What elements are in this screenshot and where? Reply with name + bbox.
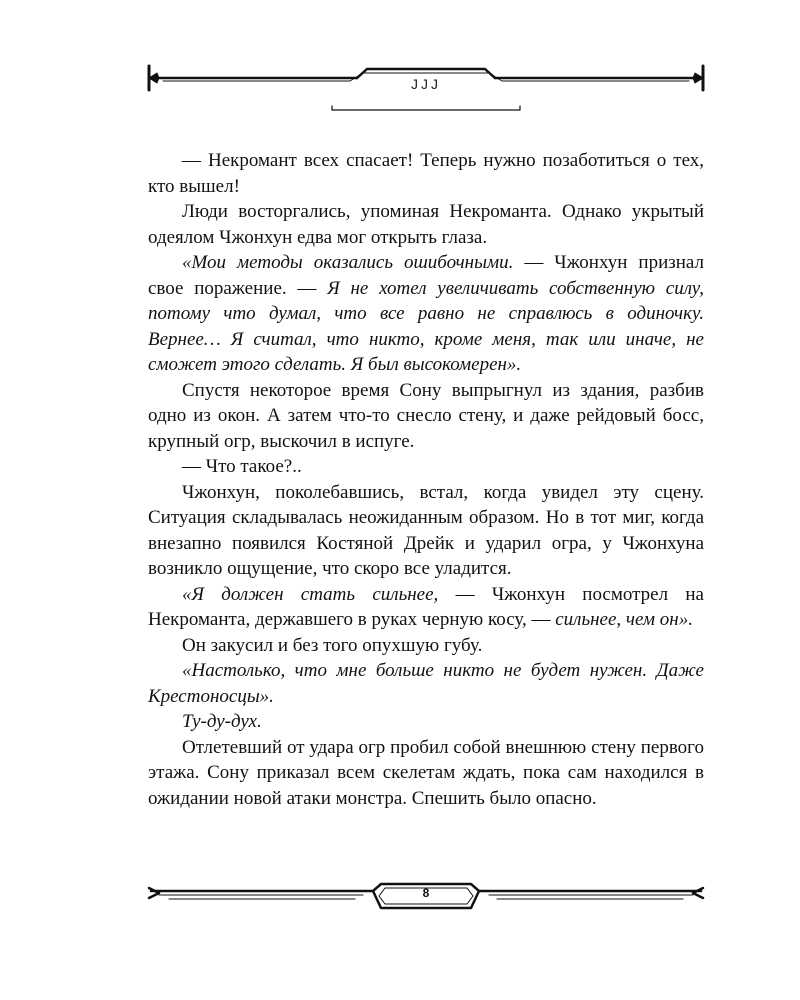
paragraph	[148, 199, 704, 250]
page-header	[145, 62, 707, 116]
italic-run: «Настолько, что мне больше никто не будет нужен. Даже Крестоносцы».	[148, 660, 704, 707]
page-text	[148, 148, 704, 811]
paragraph	[148, 454, 704, 480]
text-run: — Чжонхун посмотрел на Некроманта, державшего в руках черную косу, —	[148, 583, 704, 630]
italic-run: «Мои методы оказались ошибочными.	[182, 252, 514, 273]
paragraph	[148, 735, 704, 812]
text-run: Чжонхун, поколебавшись, встал, когда увидел эту сцену. Ситуация складывалась неожиданным образом. Но в тот миг, когда внезапно появился Костяной Дрейк и ударил огра, у Чжонхуна возникло ощущение, что скоро все уладится.	[148, 481, 704, 579]
paragraph	[148, 582, 704, 633]
paragraph	[148, 480, 704, 582]
text-run: — Что такое?..	[182, 456, 302, 477]
paragraph	[148, 378, 704, 455]
italic-run: Ту-ду-дух.	[182, 711, 262, 732]
text-run: — Чжонхун признал свое поражение. —	[148, 252, 704, 299]
italic-run: сильнее, чем он».	[555, 609, 693, 630]
text-run: Спустя некоторое время Сону выпрыгнул из здания, разбив одно из окон. А затем что-то снесло стену, и даже рейдовый босс, крупный огр, выскочил в испуге.	[148, 379, 704, 452]
text-run: — Некромант всех спасает! Теперь нужно позаботиться о тех, кто вышел!	[148, 150, 704, 197]
italic-run: «Я должен стать сильнее,	[182, 583, 439, 605]
page-number: 8	[422, 886, 430, 900]
page-footer	[145, 880, 707, 914]
paragraph	[148, 148, 704, 199]
text-run: Отлетевший от удара огр пробил собой внешнюю стену первого этажа. Сону приказал всем скелетам ждать, пока сам находился в ожидании новой атаки монстра. Спешить было опасно.	[148, 736, 704, 809]
paragraph	[148, 633, 704, 659]
text-run: Он закусил и без того опухшую губу.	[182, 634, 483, 656]
paragraph	[148, 709, 704, 735]
text-run: Люди восторгались, упоминая Некроманта. Однако укрытый одеялом Чжонхун едва мог открыть глаза.	[148, 201, 704, 248]
header-title: JJJ	[411, 76, 441, 92]
italic-run: Я не хотел увеличивать собственную силу, потому что думал, что все равно не справлюсь в одиночку. Вернее… Я считал, что никто, кроме меня, так или иначе, не сможет этого сделать. Я был высокомерен».	[148, 277, 705, 375]
paragraph	[148, 658, 704, 709]
paragraph	[148, 250, 704, 378]
